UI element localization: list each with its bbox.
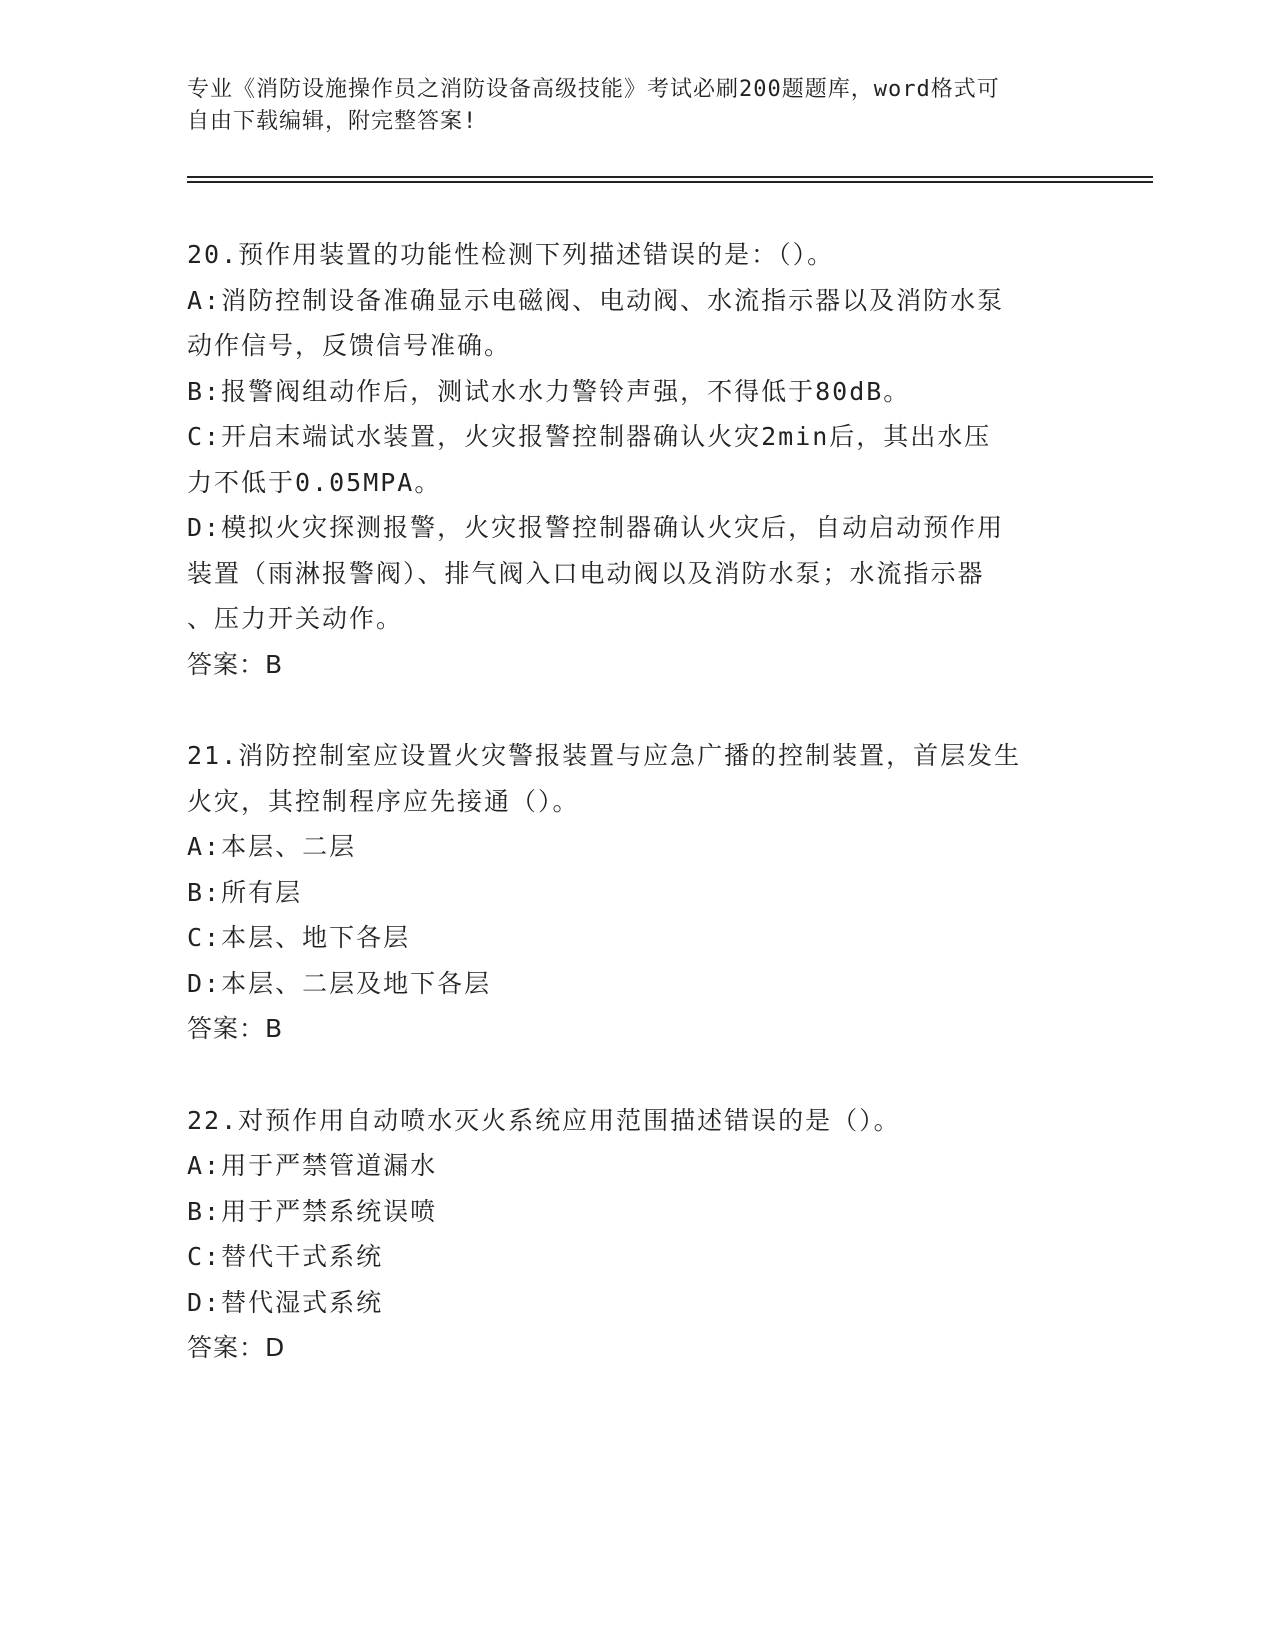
question-20-option-d-2: 装置（雨淋报警阀）、排气阀入口电动阀以及消防水泵；水流指示器	[187, 558, 985, 588]
question-20-stem-1: 20.预作用装置的功能性检测下列描述错误的是：（）。	[187, 240, 835, 269]
question-20-option-d-3: 、压力开关动作。	[187, 604, 404, 633]
question-22-stem: 22.对预作用自动喷水灭火系统应用范围描述错误的是（）。	[187, 1105, 901, 1135]
question-list	[187, 232, 1087, 1417]
question-20-option-a-2: 动作信号，反馈信号准确。	[187, 331, 512, 360]
question-20-option-b: B:报警阀组动作后，测试水水力警铃声强，不得低于80dB。	[187, 376, 911, 406]
question-21	[187, 733, 1087, 1052]
header-rule-top	[187, 176, 1153, 178]
question-21-stem-1: 21.消防控制室应设置火灾警报装置与应急广播的控制装置，首层发生	[187, 741, 1022, 770]
question-21-option-c: C:本层、地下各层	[187, 923, 411, 952]
header-line-1: 专业《消防设施操作员之消防设备高级技能》考试必刷200题题库，word格式可	[187, 77, 1000, 102]
question-20-option-d-1: D:模拟火灾探测报警，火灾报警控制器确认火灾后，自动启动预作用	[187, 513, 1005, 542]
question-21-answer: 答案：B	[187, 1014, 284, 1043]
question-22-option-a: A:用于严禁管道漏水	[187, 1151, 438, 1180]
question-21-stem-2: 火灾，其控制程序应先接通（）。	[187, 786, 580, 816]
question-22-option-b: B:用于严禁系统误喷	[187, 1196, 438, 1226]
question-20-option-a-1: A:消防控制设备准确显示电磁阀、电动阀、水流指示器以及消防水泵	[187, 285, 1005, 315]
header-rule-bottom	[187, 181, 1153, 183]
question-21-option-b: B:所有层	[187, 877, 303, 907]
question-22-option-d: D:替代湿式系统	[187, 1287, 384, 1317]
question-22	[187, 1098, 1087, 1371]
question-21-option-d: D:本层、二层及地下各层	[187, 968, 492, 998]
question-22-answer: 答案：D	[187, 1333, 286, 1362]
question-20-option-c-2: 力不低于0.05MPA。	[187, 467, 442, 497]
question-22-option-c: C:替代干式系统	[187, 1242, 384, 1271]
question-20	[187, 232, 1087, 687]
header-line-2: 自由下载编辑，附完整答案!	[187, 109, 478, 134]
question-20-answer: 答案：B	[187, 649, 284, 679]
question-20-option-c-1: C:开启末端试水装置，火灾报警控制器确认火灾2min后，其出水压	[187, 422, 992, 451]
document-header	[187, 74, 1087, 138]
question-21-option-a: A:本层、二层	[187, 832, 357, 861]
